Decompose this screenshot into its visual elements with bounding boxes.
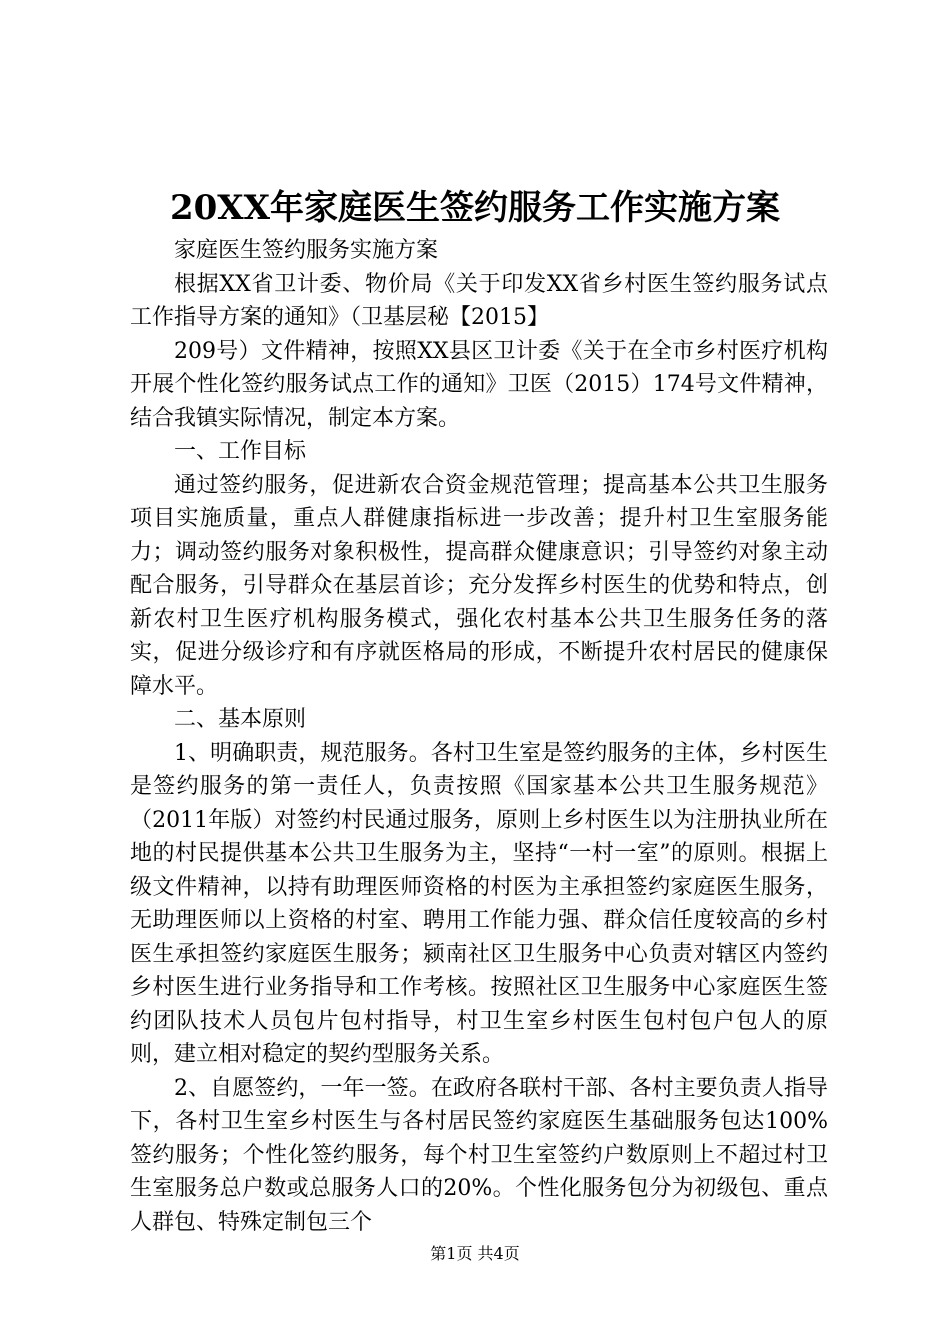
page-number-footer: 第1页 共4页 — [430, 1244, 520, 1263]
basis-continued-paragraph: 209号）文件精神，按照XX县区卫计委《关于在全市乡村医疗机构开展个性化签约服务试点工作的通知》卫医（2015）174号文件精神，结合我镇实际情况，制定本方案。 — [130, 338, 828, 431]
section-heading-principles: 二、基本原则 — [174, 707, 307, 732]
document-body — [130, 234, 828, 1239]
basis-paragraph: 根据XX省卫计委、物价局《关于印发XX省乡村医生签约服务试点工作指导方案的通知》（卫基层秘【2015】 — [130, 271, 828, 330]
principle-2-paragraph: 2、自愿签约，一年一签。在政府各联村干部、各村主要负责人指导下，各村卫生室乡村医生与各村居民签约家庭医生基础服务包达100%签约服务；个性化签约服务，每个村卫生室签约户数原则上不超过村卫生室服务总户数或总服务人口的20%。个性化服务包分为初级包、重点人群包、特殊定制包三个 — [130, 1075, 828, 1235]
subtitle-paragraph: 家庭医生签约服务实施方案 — [174, 238, 439, 263]
page-title: 20XX年家庭医生签约服务工作实施方案 — [169, 188, 781, 228]
goals-paragraph: 通过签约服务，促进新农合资金规范管理；提高基本公共卫生服务项目实施质量，重点人群健康指标进一步改善；提升村卫生室服务能力；调动签约服务对象积极性，提高群众健康意识；引导签约对象主动配合服务，引导群众在基层首诊；充分发挥乡村医生的优势和特点，创新农村卫生医疗机构服务模式，强化农村基本公共卫生服务任务的落实，促进分级诊疗和有序就医格局的形成，不断提升农村居民的健康保障水平。 — [130, 472, 828, 699]
section-heading-goals: 一、工作目标 — [174, 439, 307, 464]
principle-1-paragraph: 1、明确职责，规范服务。各村卫生室是签约服务的主体，乡村医生是签约服务的第一责任人，负责按照《国家基本公共卫生服务规范》（2011年版）对签约村民通过服务，原则上乡村医生以为注册执业所在地的村民提供基本公共卫生服务为主，坚持“一村一室”的原则。根据上级文件精神，以持有助理医师资格的村医为主承担签约家庭医生服务，无助理医师以上资格的村室、聘用工作能力强、群众信任度较高的乡村医生承担签约家庭医生服务；颍南社区卫生服务中心负责对辖区内签约乡村医生进行业务指导和工作考核。按照社区卫生服务中心家庭医生签约团队技术人员包片包村指导，村卫生室乡村医生包村包户包人的原则，建立相对稳定的契约型服务关系。 — [130, 740, 828, 1067]
